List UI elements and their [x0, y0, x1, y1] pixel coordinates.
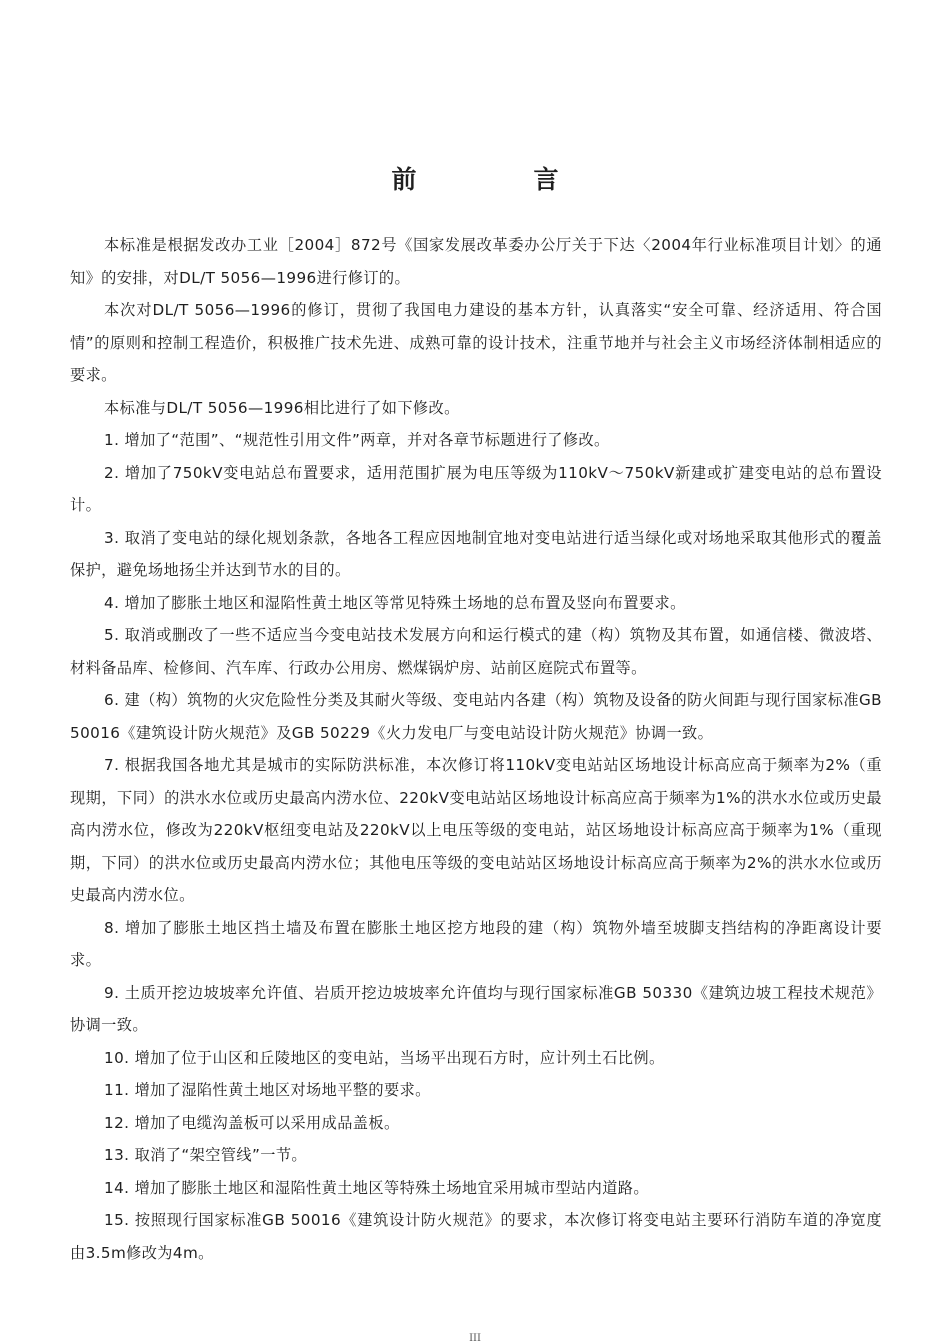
list-item-9: 9. 土质开挖边坡坡率允许值、岩质开挖边坡坡率允许值均与现行国家标准GB 50330《建筑边坡工程技术规范》协调一致。 — [70, 983, 882, 1034]
list-item-8: 8. 增加了膨胀土地区挡土墙及布置在膨胀土地区挖方地段的建（构）筑物外墙至坡脚支挡结构的净距离设计要求。 — [70, 918, 882, 969]
list-item-6: 6. 建（构）筑物的火灾危险性分类及其耐火等级、变电站内各建（构）筑物及设备的防火间距与现行国家标准GB 50016《建筑设计防火规范》及GB 50229《火力发电厂与变电站设计防火规范》协调一致。 — [70, 691, 882, 742]
list-item-15: 15. 按照现行国家标准GB 50016《建筑设计防火规范》的要求，本次修订将变电站主要环行消防车道的净宽度由3.5m修改为4m。 — [70, 1211, 882, 1262]
page-title: 前 言 — [391, 165, 605, 194]
list-item-7: 7. 根据我国各地尤其是城市的实际防洪标准，本次修订将110kV变电站站区场地设计标高应高于频率为2%（重现期，下同）的洪水水位或历史最高内涝水位、220kV变电站站区场地设计标高应高于频率为1%的洪水水位或历史最高内涝水位，修改为220kV枢纽变电站及220kV以上电压等级的变电站，站区场地设计标高应高于频率为1%（重现期，下同）的洪水位或历史最高内涝水位；其他电压等级的变电站站区场地设计标高应高于频率为2%的洪水水位或历史最高内涝水位。 — [70, 756, 882, 904]
preface-body — [70, 229, 882, 1269]
list-item-14: 14. 增加了膨胀土地区和湿陷性黄土地区等特殊土场地宜采用城市型站内道路。 — [104, 1178, 649, 1197]
paragraph-intro: 本标准是根据发改办工业［2004］872号《国家发展改革委办公厅关于下达〈2004年行业标准项目计划〉的通知》的安排，对DL/T 5056—1996进行修订的。 — [70, 236, 882, 287]
list-item-10: 10. 增加了位于山区和丘陵地区的变电站，当场平出现石方时，应计列土石比例。 — [104, 1048, 665, 1067]
list-item-2: 2. 增加了750kV变电站总布置要求，适用范围扩展为电压等级为110kV～750kV新建或扩建变电站的总布置设计。 — [70, 463, 882, 514]
list-item-4: 4. 增加了膨胀土地区和湿陷性黄土地区等常见特殊土场地的总布置及竖向布置要求。 — [104, 593, 686, 612]
page-number: III — [469, 1333, 481, 1344]
list-item-1: 1. 增加了“范围”、“规范性引用文件”两章，并对各章节标题进行了修改。 — [104, 431, 610, 449]
list-item-5: 5. 取消或删改了一些不适应当今变电站技术发展方向和运行模式的建（构）筑物及其布置，如通信楼、微波塔、材料备品库、检修间、汽车库、行政办公用房、燃煤锅炉房、站前区庭院式布置等。 — [70, 626, 882, 677]
list-item-11: 11. 增加了湿陷性黄土地区对场地平整的要求。 — [104, 1081, 431, 1099]
paragraph-principles: 本次对DL/T 5056—1996的修订，贯彻了我国电力建设的基本方针，认真落实“安全可靠、经济适用、符合国情”的原则和控制工程造价，积极推广技术先进、成熟可靠的设计技术，注重节地并与社会主义市场经济体制相适应的要求。 — [70, 301, 882, 384]
paragraph-changes-lead: 本标准与DL/T 5056—1996相比进行了如下修改。 — [104, 398, 460, 417]
list-item-12: 12. 增加了电缆沟盖板可以采用成品盖板。 — [104, 1113, 400, 1132]
list-item-13: 13. 取消了“架空管线”一节。 — [104, 1146, 307, 1164]
list-item-3: 3. 取消了变电站的绿化规划条款，各地各工程应因地制宜地对变电站进行适当绿化或对场地采取其他形式的覆盖保护，避免场地扬尘并达到节水的目的。 — [70, 528, 882, 579]
